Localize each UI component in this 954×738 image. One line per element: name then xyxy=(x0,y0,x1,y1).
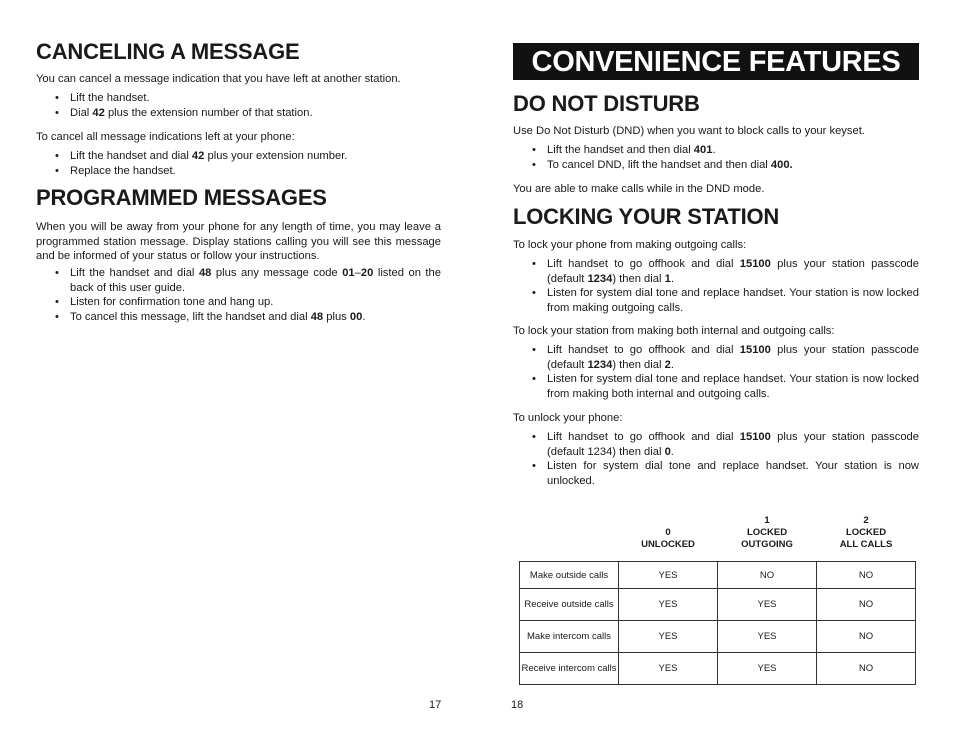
page-number-right: 18 xyxy=(511,699,524,711)
row-label: Receive intercom calls xyxy=(520,653,619,685)
table-cell: YES xyxy=(718,653,817,685)
list-item: • Lift handset to go offhook and dial 15100 plus your station passcode (default 1234) then dial 1. xyxy=(532,258,919,285)
programmed-intro: When you will be away from your phone for any length of time, you may leave a programmed station message. Display stations calling you will see this message and be informed of your status or follow your instructions. xyxy=(36,221,441,262)
table-cell: YES xyxy=(619,562,718,589)
list-item: • Listen for confirmation tone and hang up. xyxy=(55,296,274,308)
table-cell: NO xyxy=(817,589,916,621)
canceling-intro-2: To cancel all message indications left at your phone: xyxy=(36,131,295,143)
locking-list-2 xyxy=(513,343,919,401)
table-row xyxy=(520,621,916,653)
canceling-list-2 xyxy=(36,149,441,178)
dnd-heading: DO NOT DISTURB xyxy=(513,91,700,116)
table-cell: NO xyxy=(817,621,916,653)
table-cell: NO xyxy=(817,653,916,685)
list-item: • To cancel DND, lift the handset and then dial 400. xyxy=(532,158,793,171)
column-header-locked-all-calls: 2 LOCKED ALL CALLS xyxy=(839,515,893,550)
locking-intro-3: To unlock your phone: xyxy=(513,412,623,424)
table-cell: NO xyxy=(817,562,916,589)
list-item: • Listen for system dial tone and replace handset. Your station is now unlocked. xyxy=(532,460,919,487)
list-item: • Lift the handset and dial 42 plus your extension number. xyxy=(55,150,348,162)
canceling-list-1 xyxy=(36,91,441,120)
dnd-intro: Use Do Not Disturb (DND) when you want to block calls to your keyset. xyxy=(513,125,865,137)
locking-list-3 xyxy=(513,430,919,488)
list-item: • Lift the handset. xyxy=(55,92,150,104)
convenience-features-banner: CONVENIENCE FEATURES xyxy=(513,43,919,80)
station-lock-table xyxy=(519,515,916,685)
page-number-left: 17 xyxy=(429,699,442,711)
programmed-list xyxy=(36,266,441,324)
table-cell: NO xyxy=(718,562,817,589)
dnd-note: You are able to make calls while in the DND mode. xyxy=(513,183,765,195)
list-item: • To cancel this message, lift the handset and dial 48 plus 00. xyxy=(55,310,366,323)
table-header-row xyxy=(520,515,916,557)
table-cell: YES xyxy=(619,621,718,653)
column-header-unlocked: 0 UNLOCKED xyxy=(641,527,695,550)
locking-list-1 xyxy=(513,257,919,315)
dnd-list xyxy=(513,143,919,172)
table-row xyxy=(520,589,916,621)
list-item: • Lift handset to go offhook and dial 15100 plus your station passcode (default 1234) then dial 0. xyxy=(532,431,919,458)
table-corner xyxy=(520,515,619,557)
list-item: • Lift handset to go offhook and dial 15100 plus your station passcode (default 1234) then dial 2. xyxy=(532,344,919,371)
table-cell: YES xyxy=(718,621,817,653)
list-item: • Replace the handset. xyxy=(55,164,176,177)
locking-intro-2: To lock your station from making both internal and outgoing calls: xyxy=(513,325,835,337)
locking-intro-1: To lock your phone from making outgoing calls: xyxy=(513,239,747,251)
locking-heading: LOCKING YOUR STATION xyxy=(513,204,780,229)
list-item: • Listen for system dial tone and replace handset. Your station is now locked from making outgoing calls. xyxy=(532,287,919,314)
row-label: Make outside calls xyxy=(520,562,619,589)
row-label: Receive outside calls xyxy=(520,589,619,621)
table-cell: YES xyxy=(619,653,718,685)
list-item: • Listen for system dial tone and replace handset. Your station is now locked from making both internal and outgoing calls. xyxy=(532,373,919,400)
column-header-locked-outgoing: 1 LOCKED OUTGOING xyxy=(741,515,793,550)
table-row xyxy=(520,562,916,589)
list-item: • Dial 42 plus the extension number of that station. xyxy=(55,106,313,119)
table-cell: YES xyxy=(619,589,718,621)
table-row xyxy=(520,653,916,685)
list-item: • Lift the handset and then dial 401. xyxy=(532,144,716,156)
table-cell: YES xyxy=(718,589,817,621)
programmed-heading: PROGRAMMED MESSAGES xyxy=(36,185,327,210)
row-label: Make intercom calls xyxy=(520,621,619,653)
canceling-intro: You can cancel a message indication that you have left at another station. xyxy=(36,73,401,85)
list-item: • Lift the handset and dial 48 plus any message code 01–20 listed on the back of this user guide. xyxy=(55,267,441,294)
canceling-heading: CANCELING A MESSAGE xyxy=(36,39,300,64)
